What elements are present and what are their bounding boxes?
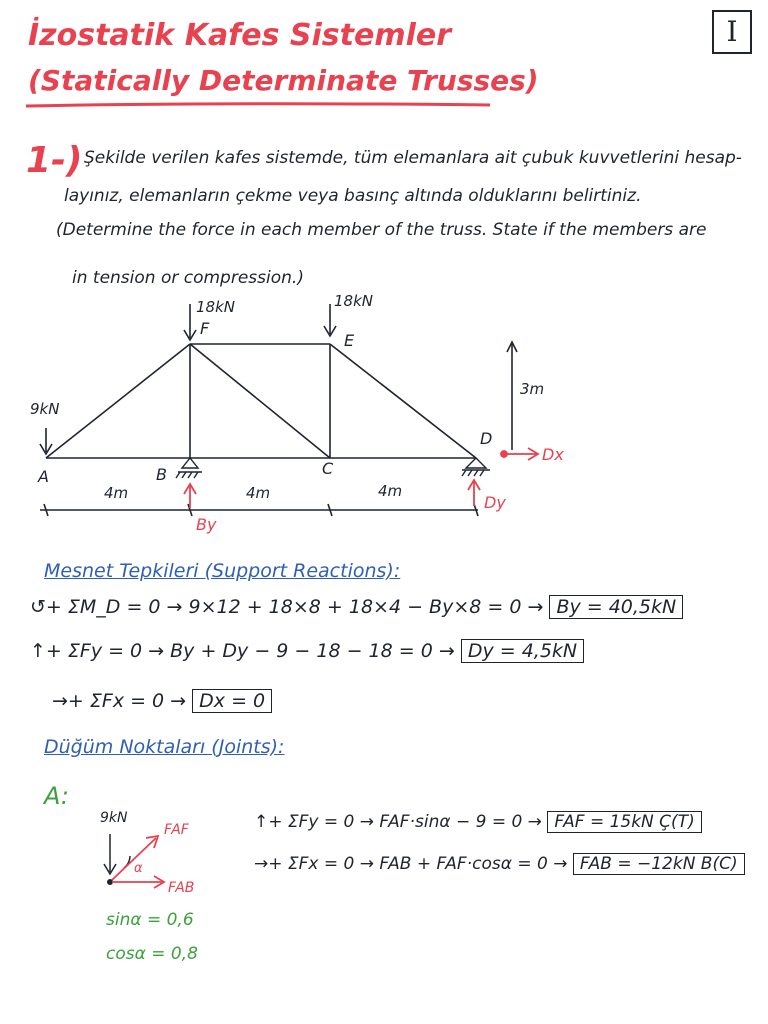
reaction-dy-label: Dy [484,493,506,512]
moment-equation [30,596,683,618]
joint-a-fbd [90,800,230,910]
joint-a-fx-text: →+ ΣFx = 0 → FAB + FAF·cosα = 0 → [254,854,568,874]
vertical-equation [30,640,584,662]
node-c-label: C [322,459,334,478]
title-underline [24,100,494,112]
member-ed [330,344,476,458]
load-a-label: 9kN [30,400,60,418]
dx-answer: Dx = 0 [192,689,272,713]
span-1-label: 4m [104,484,129,502]
fab-label: FAB [168,880,195,896]
question-line-2: layınız, elemanların çekme veya basınç altında olduklarını belirtiniz. [64,186,642,206]
title-turkish: İzostatik Kafes Sistemler [28,18,452,53]
support-b [176,458,202,478]
by-answer: By = 40,5kN [549,595,683,619]
dy-answer: Dy = 4,5kN [461,639,584,663]
node-a-label: A [38,467,49,486]
node-d-label: D [480,429,493,448]
load-f-label: 18kN [196,298,235,316]
alpha-label: α [134,861,143,876]
vertical-equation-text: ↑+ ΣFy = 0 → By + Dy − 9 − 18 − 18 = 0 → [30,640,455,662]
member-fc [190,344,330,458]
joint-a-fx-equation [254,854,745,874]
node-f-label: F [200,319,210,338]
joints-heading: Düğüm Noktaları (Joints): [44,736,285,758]
faf-label: FAF [164,822,189,838]
reaction-by-label: By [196,515,217,534]
support-d [462,458,490,476]
sin-value: sinα = 0,6 [106,910,194,930]
horizontal-equation [52,690,272,712]
horizontal-equation-text: →+ ΣFx = 0 → [52,690,187,712]
support-reactions-heading: Mesnet Tepkileri (Support Reactions): [44,560,401,582]
height-label: 3m [520,380,545,398]
page-number-box: I [712,10,752,54]
title-english: (Statically Determinate Trusses) [28,64,539,97]
joint-a-fy-equation [254,812,702,832]
fab-answer: FAB = −12kN B(C) [573,853,745,875]
moment-equation-text: ↺+ ΣM_D = 0 → 9×12 + 18×8 + 18×4 − By×8 = 0 → [30,596,544,618]
question-number: 1-) [26,140,83,181]
node-e-label: E [344,331,355,350]
question-line-3: (Determine the force in each member of the truss. State if the members are [56,220,707,240]
load-e-label: 18kN [334,292,373,310]
cos-value: cosα = 0,8 [106,944,198,964]
faf-answer: FAF = 15kN Ç(T) [547,811,701,833]
joint-a-load: 9kN [100,810,128,826]
span-3-label: 4m [378,482,403,500]
question-line-4: in tension or compression.) [72,268,304,288]
joint-a-fy-text: ↑+ ΣFy = 0 → FAF·sinα − 9 = 0 → [254,812,542,832]
span-2-label: 4m [246,484,271,502]
member-af [46,344,190,458]
joint-a-label: A: [44,782,69,810]
reaction-dx-label: Dx [542,445,564,464]
truss-diagram [0,290,768,540]
question-line-1: Şekilde verilen kafes sistemde, tüm elemanlara ait çubuk kuvvetlerini hesap- [84,148,742,168]
node-b-label: B [156,465,167,484]
